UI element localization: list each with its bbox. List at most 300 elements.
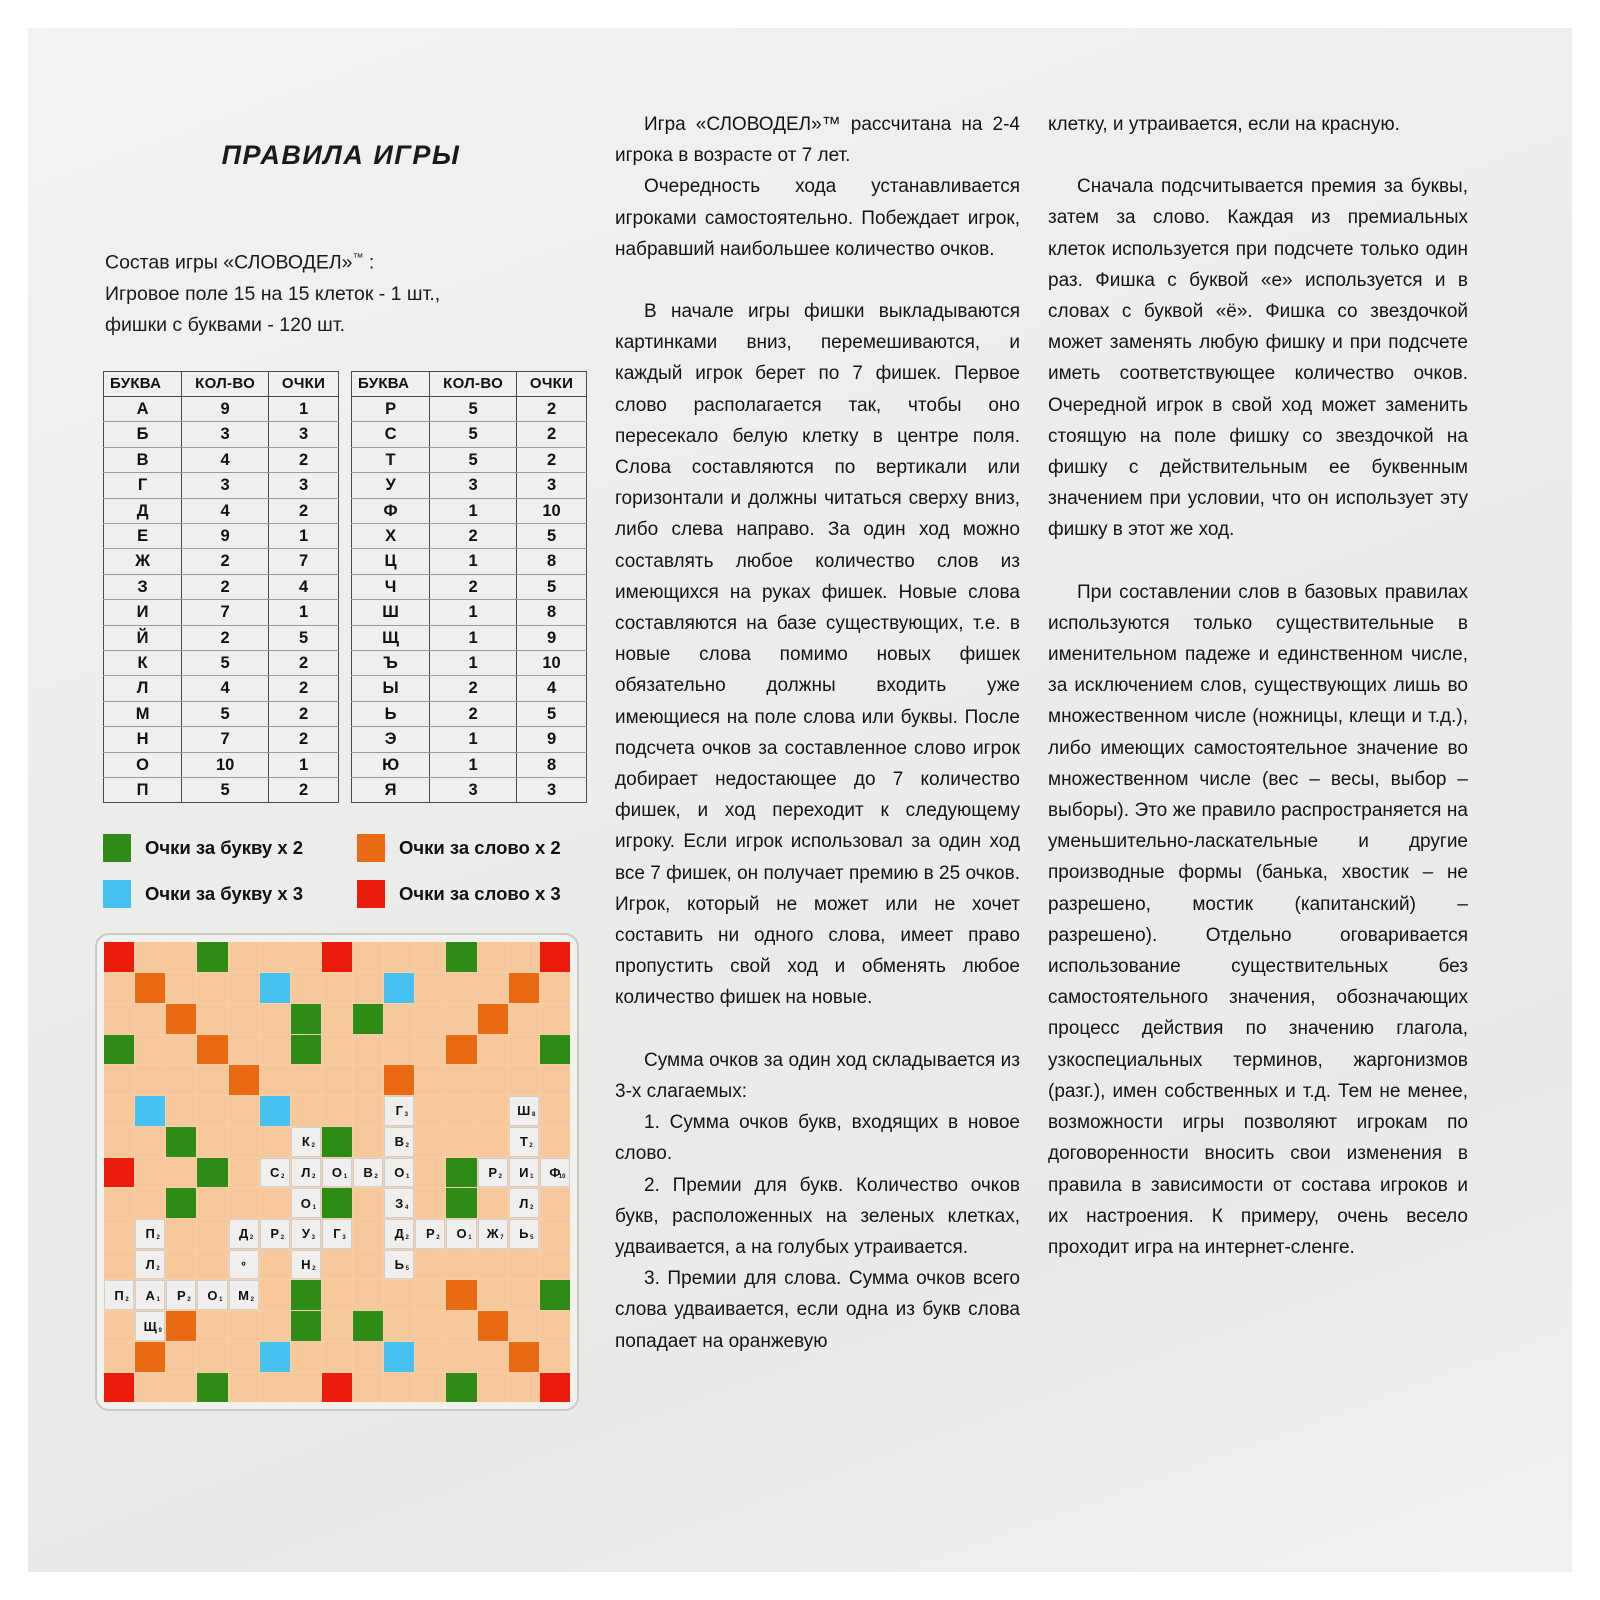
board-cell[interactable] <box>509 1311 539 1341</box>
board-cell[interactable] <box>260 973 290 1003</box>
board-cell[interactable] <box>260 1342 290 1372</box>
board-tile[interactable] <box>509 1158 539 1188</box>
board-cell[interactable] <box>229 1373 259 1403</box>
board-cell[interactable] <box>135 1096 165 1126</box>
board-cell[interactable] <box>540 1311 570 1341</box>
board-cell[interactable] <box>509 1035 539 1065</box>
board-cell[interactable] <box>415 1004 445 1034</box>
board-tile[interactable] <box>384 1250 414 1280</box>
board-cell[interactable] <box>291 942 321 972</box>
board-cell[interactable] <box>446 1280 476 1310</box>
board-cell[interactable] <box>166 1096 196 1126</box>
board-cell[interactable] <box>104 1219 134 1249</box>
board-cell[interactable] <box>540 1373 570 1403</box>
board-tile[interactable] <box>353 1158 383 1188</box>
cell-count: 3 <box>182 422 269 447</box>
board-cell[interactable] <box>384 1158 414 1188</box>
board-cell[interactable] <box>446 1096 476 1126</box>
board-cell[interactable] <box>540 1280 570 1310</box>
board-tile[interactable] <box>291 1127 321 1157</box>
board-cell[interactable] <box>540 973 570 1003</box>
board-cell[interactable] <box>384 1035 414 1065</box>
board-cell[interactable] <box>384 1311 414 1341</box>
board-cell[interactable] <box>229 1219 259 1249</box>
header-letter: БУКВА <box>352 371 430 396</box>
table-row <box>352 778 587 803</box>
board-cell[interactable] <box>104 1096 134 1126</box>
board-cell[interactable] <box>104 1373 134 1403</box>
board-cell[interactable] <box>229 1096 259 1126</box>
board-cell[interactable] <box>135 1127 165 1157</box>
board-tile[interactable] <box>384 1127 414 1157</box>
board-cell[interactable] <box>135 1158 165 1188</box>
board-cell[interactable] <box>291 1035 321 1065</box>
board-cell[interactable] <box>478 1158 508 1188</box>
board-cell[interactable] <box>478 1342 508 1372</box>
board-cell[interactable] <box>197 1250 227 1280</box>
board-cell[interactable] <box>415 1188 445 1218</box>
board-cell[interactable] <box>446 1188 476 1218</box>
board-cell[interactable] <box>353 1250 383 1280</box>
board-cell[interactable] <box>166 1127 196 1157</box>
board-cell[interactable] <box>540 1065 570 1095</box>
cell-points: 1 <box>269 523 339 548</box>
board-cell[interactable] <box>446 942 476 972</box>
board-cell[interactable] <box>322 1127 352 1157</box>
board-cell[interactable] <box>540 942 570 972</box>
cell-points: 2 <box>269 447 339 472</box>
board-cell[interactable] <box>322 1035 352 1065</box>
board-cell[interactable] <box>291 1127 321 1157</box>
board-cell[interactable] <box>135 942 165 972</box>
board-tile[interactable] <box>135 1280 165 1310</box>
board-cell[interactable] <box>197 1004 227 1034</box>
board-cell[interactable] <box>322 1250 352 1280</box>
board-cell[interactable] <box>104 1004 134 1034</box>
board-cell[interactable] <box>415 1158 445 1188</box>
board-cell[interactable] <box>229 1127 259 1157</box>
cell-points: 8 <box>517 600 587 625</box>
board-tile[interactable] <box>229 1219 259 1249</box>
board-cell[interactable] <box>478 1127 508 1157</box>
board-tile[interactable] <box>509 1127 539 1157</box>
board-tile[interactable] <box>260 1158 290 1188</box>
legend-label: Очки за букву x 3 <box>145 883 304 905</box>
board-cell[interactable] <box>104 1158 134 1188</box>
board-cell[interactable] <box>384 1280 414 1310</box>
board-cell[interactable] <box>322 1219 352 1249</box>
board-tile[interactable] <box>446 1219 476 1249</box>
board-cell[interactable] <box>135 1280 165 1310</box>
cell-points: 2 <box>269 650 339 675</box>
board-cell[interactable] <box>540 1035 570 1065</box>
tile-letter: З 4 <box>395 1195 409 1211</box>
cell-count: 3 <box>182 473 269 498</box>
board-tile[interactable] <box>291 1219 321 1249</box>
legend-label: Очки за слово x 3 <box>399 883 561 905</box>
board-cell[interactable] <box>353 1065 383 1095</box>
board-cell[interactable] <box>197 1035 227 1065</box>
board-cell[interactable] <box>197 1311 227 1341</box>
board-cell[interactable] <box>229 1004 259 1034</box>
board-tile[interactable] <box>478 1219 508 1249</box>
board-cell[interactable] <box>384 1096 414 1126</box>
board-cell[interactable] <box>166 1311 196 1341</box>
board-cell[interactable] <box>415 1280 445 1310</box>
board-cell[interactable] <box>509 1250 539 1280</box>
board-cell[interactable] <box>104 1035 134 1065</box>
board-cell[interactable] <box>509 1127 539 1157</box>
board-cell[interactable] <box>353 1096 383 1126</box>
board-cell[interactable] <box>322 1311 352 1341</box>
cell-count: 5 <box>430 422 517 447</box>
board-cell[interactable] <box>478 1188 508 1218</box>
tile-letter: Р 2 <box>270 1226 285 1242</box>
board-cell[interactable] <box>478 942 508 972</box>
legend-label: Очки за слово x 2 <box>399 837 561 859</box>
board-cell[interactable] <box>166 1280 196 1310</box>
board-tile[interactable] <box>166 1280 196 1310</box>
board-cell[interactable] <box>166 973 196 1003</box>
board-tile[interactable] <box>384 1219 414 1249</box>
board-tile[interactable] <box>322 1219 352 1249</box>
board-cell[interactable] <box>353 1188 383 1218</box>
legend-label: Очки за букву x 2 <box>145 837 304 859</box>
board-cell[interactable] <box>197 1280 227 1310</box>
board-cell[interactable] <box>384 1127 414 1157</box>
board-cell[interactable] <box>104 1127 134 1157</box>
board-cell[interactable] <box>104 973 134 1003</box>
board-tile[interactable] <box>135 1219 165 1249</box>
board-cell[interactable] <box>478 1311 508 1341</box>
board-cell[interactable] <box>509 1158 539 1188</box>
board-cell[interactable] <box>291 1004 321 1034</box>
board-cell[interactable] <box>135 1004 165 1034</box>
board-cell[interactable] <box>509 1342 539 1372</box>
board-cell[interactable] <box>384 1219 414 1249</box>
board-tile[interactable] <box>415 1219 445 1249</box>
legend-swatch-triple-letter <box>103 880 131 908</box>
board-cell[interactable] <box>260 1035 290 1065</box>
board-cell[interactable] <box>229 1158 259 1188</box>
board-cell[interactable] <box>260 1250 290 1280</box>
board-cell[interactable] <box>166 1035 196 1065</box>
board-cell[interactable] <box>384 1004 414 1034</box>
tile-letter: К 2 <box>301 1134 315 1150</box>
board-cell[interactable] <box>322 1158 352 1188</box>
board-cell[interactable] <box>353 1219 383 1249</box>
board-cell[interactable] <box>446 1342 476 1372</box>
board-cell[interactable] <box>540 1096 570 1126</box>
right-column <box>1048 95 1468 1530</box>
cell-points: 2 <box>517 396 587 421</box>
board-tile[interactable] <box>104 1280 134 1310</box>
board-cell[interactable] <box>166 1219 196 1249</box>
board-cell[interactable] <box>135 1065 165 1095</box>
board-cell[interactable] <box>135 973 165 1003</box>
board-cell[interactable] <box>478 1004 508 1034</box>
board-cell[interactable] <box>415 973 445 1003</box>
board-cell[interactable] <box>104 942 134 972</box>
board-cell[interactable] <box>415 1373 445 1403</box>
board-cell[interactable] <box>384 1250 414 1280</box>
board-cell[interactable] <box>384 1065 414 1095</box>
table-row <box>104 600 339 625</box>
board-tile[interactable] <box>384 1158 414 1188</box>
board-cell[interactable] <box>540 1158 570 1188</box>
board-cell[interactable] <box>353 1342 383 1372</box>
board-cell[interactable] <box>322 973 352 1003</box>
board-cell[interactable] <box>260 942 290 972</box>
board-cell[interactable] <box>478 1280 508 1310</box>
board-cell[interactable] <box>322 942 352 972</box>
board-cell[interactable] <box>166 1250 196 1280</box>
board-tile[interactable] <box>260 1219 290 1249</box>
board-cell[interactable] <box>446 1373 476 1403</box>
board-cell[interactable] <box>166 1004 196 1034</box>
board-cell[interactable] <box>540 1188 570 1218</box>
board-tile[interactable] <box>229 1280 259 1310</box>
board-cell[interactable] <box>446 1065 476 1095</box>
board-cell[interactable] <box>509 942 539 972</box>
board-cell[interactable] <box>260 1188 290 1218</box>
tile-points: 2 <box>187 1296 191 1303</box>
board-tile[interactable] <box>291 1188 321 1218</box>
board-cell[interactable] <box>229 1065 259 1095</box>
board-cell[interactable] <box>384 1342 414 1372</box>
tile-letter: А 1 <box>145 1287 160 1303</box>
board-cell[interactable] <box>104 1250 134 1280</box>
rules-text-column-2 <box>615 95 1020 1357</box>
board-cell[interactable] <box>291 1096 321 1126</box>
board-cell[interactable] <box>135 1035 165 1065</box>
tile-points: 1 <box>468 1235 472 1242</box>
board-cell[interactable] <box>478 1096 508 1126</box>
board-cell[interactable] <box>353 1004 383 1034</box>
board-cell[interactable] <box>197 1158 227 1188</box>
board-cell[interactable] <box>509 1373 539 1403</box>
board-cell[interactable] <box>415 1311 445 1341</box>
board-cell[interactable] <box>260 1065 290 1095</box>
paragraph-intro: Игра «СЛОВОДЕЛ»™ рассчитана на 2-4 игрока в возрасте от 7 лет. <box>615 114 1020 167</box>
board-cell[interactable] <box>260 1158 290 1188</box>
board-cell[interactable] <box>291 1250 321 1280</box>
board-cell[interactable] <box>322 1096 352 1126</box>
board-cell[interactable] <box>322 1373 352 1403</box>
cell-count: 2 <box>430 523 517 548</box>
board-cell[interactable] <box>135 1250 165 1280</box>
board-tile[interactable] <box>478 1158 508 1188</box>
board-cell[interactable] <box>135 1373 165 1403</box>
board-cell[interactable] <box>353 1373 383 1403</box>
board-tile[interactable] <box>291 1250 321 1280</box>
board-cell[interactable] <box>540 1127 570 1157</box>
cell-letter: В <box>104 447 182 472</box>
board-tile[interactable] <box>322 1158 352 1188</box>
board-cell[interactable] <box>415 1035 445 1065</box>
board-cell[interactable] <box>322 1004 352 1034</box>
board-cell[interactable] <box>415 1065 445 1095</box>
board-cell[interactable] <box>166 1373 196 1403</box>
board-cell[interactable] <box>446 1219 476 1249</box>
board-cell[interactable] <box>197 1342 227 1372</box>
board-cell[interactable] <box>197 1219 227 1249</box>
board-cell[interactable] <box>415 942 445 972</box>
tile-points: 8 <box>531 1112 536 1119</box>
board-cell[interactable] <box>291 973 321 1003</box>
board-tile[interactable] <box>509 1188 539 1218</box>
cell-points: 5 <box>517 701 587 726</box>
table-row <box>352 727 587 752</box>
board-cell[interactable] <box>291 1219 321 1249</box>
board-cell[interactable] <box>104 1280 134 1310</box>
board-cell[interactable] <box>291 1280 321 1310</box>
board-cell[interactable] <box>446 1035 476 1065</box>
board-cell[interactable] <box>322 1188 352 1218</box>
board-cell[interactable] <box>353 942 383 972</box>
board-cell[interactable] <box>166 942 196 972</box>
board-cell[interactable] <box>478 1065 508 1095</box>
board-cell[interactable] <box>384 1373 414 1403</box>
board-cell[interactable] <box>509 1004 539 1034</box>
board-tile[interactable] <box>197 1280 227 1310</box>
board-cell[interactable] <box>291 1342 321 1372</box>
board-tile[interactable] <box>135 1311 165 1341</box>
board-cell[interactable] <box>104 1311 134 1341</box>
board-cell[interactable] <box>260 1127 290 1157</box>
board-cell[interactable] <box>446 1004 476 1034</box>
board-cell[interactable] <box>353 973 383 1003</box>
board-cell[interactable] <box>135 1311 165 1341</box>
board-cell[interactable] <box>291 1373 321 1403</box>
table-row <box>104 549 339 574</box>
board-cell[interactable] <box>104 1065 134 1095</box>
board-cell[interactable] <box>478 1373 508 1403</box>
board-cell[interactable] <box>260 1373 290 1403</box>
cell-letter: С <box>352 422 430 447</box>
board-tile[interactable] <box>291 1158 321 1188</box>
board-cell[interactable] <box>446 1127 476 1157</box>
board-cell[interactable] <box>478 1035 508 1065</box>
board-cell[interactable] <box>540 1219 570 1249</box>
board-cell[interactable] <box>509 1280 539 1310</box>
board-cell[interactable] <box>353 1035 383 1065</box>
board-cell[interactable] <box>135 1219 165 1249</box>
board-cell[interactable] <box>229 1250 259 1280</box>
board-cell[interactable] <box>446 1311 476 1341</box>
board-cell[interactable] <box>197 1127 227 1157</box>
board-cell[interactable] <box>415 1096 445 1126</box>
board-cell[interactable] <box>260 1280 290 1310</box>
board-tile[interactable] <box>540 1158 570 1188</box>
board-cell[interactable] <box>509 973 539 1003</box>
tile-letter: Ь 5 <box>394 1257 409 1273</box>
board-cell[interactable] <box>229 942 259 972</box>
board-cell[interactable] <box>415 1342 445 1372</box>
board-cell[interactable] <box>509 1096 539 1126</box>
board-cell[interactable] <box>291 1158 321 1188</box>
board-cell[interactable] <box>384 973 414 1003</box>
board-cell[interactable] <box>229 1280 259 1310</box>
board-cell[interactable] <box>135 1342 165 1372</box>
board-cell[interactable] <box>260 1311 290 1341</box>
board-cell[interactable] <box>260 1004 290 1034</box>
board-cell[interactable] <box>446 973 476 1003</box>
paragraph-scoring-head: Сумма очков за один ход складывается из 3-х слагаемых: <box>615 1049 1020 1102</box>
board-cell[interactable] <box>415 1127 445 1157</box>
board-cell[interactable] <box>540 1342 570 1372</box>
board-cell[interactable] <box>291 1188 321 1218</box>
board-cell[interactable] <box>197 942 227 972</box>
board-cell[interactable] <box>197 1096 227 1126</box>
board-cell[interactable] <box>478 973 508 1003</box>
board-cell[interactable] <box>353 1127 383 1157</box>
board-cell[interactable] <box>197 1065 227 1095</box>
board-tile[interactable] <box>384 1096 414 1126</box>
board-cell[interactable] <box>384 942 414 972</box>
board-cell[interactable] <box>478 1250 508 1280</box>
composition-line-2: Игровое поле 15 на 15 клеток - 1 шт., <box>105 282 441 305</box>
cell-count: 5 <box>430 396 517 421</box>
board-cell[interactable] <box>197 1188 227 1218</box>
board-cell[interactable] <box>166 1158 196 1188</box>
board-cell[interactable] <box>197 973 227 1003</box>
board-cell[interactable] <box>197 1373 227 1403</box>
board-cell[interactable] <box>353 1158 383 1188</box>
board-cell[interactable] <box>229 973 259 1003</box>
board-cell[interactable] <box>166 1065 196 1095</box>
board-cell[interactable] <box>540 1250 570 1280</box>
board-cell[interactable] <box>135 1188 165 1218</box>
board-tile[interactable] <box>229 1250 259 1280</box>
board-tile[interactable] <box>384 1188 414 1218</box>
board-cell[interactable] <box>322 1280 352 1310</box>
board-cell[interactable] <box>415 1250 445 1280</box>
board-cell[interactable] <box>229 1342 259 1372</box>
board-cell[interactable] <box>104 1188 134 1218</box>
board-cell[interactable] <box>509 1065 539 1095</box>
board-cell[interactable] <box>322 1065 352 1095</box>
board-tile[interactable] <box>509 1096 539 1126</box>
board-tile[interactable] <box>509 1219 539 1249</box>
tile-points: 2 <box>405 1235 409 1242</box>
board-cell[interactable] <box>415 1219 445 1249</box>
board-cell[interactable] <box>260 1219 290 1249</box>
board-cell[interactable] <box>478 1219 508 1249</box>
board-cell[interactable] <box>260 1096 290 1126</box>
board-cell[interactable] <box>353 1280 383 1310</box>
board-cell[interactable] <box>229 1188 259 1218</box>
table-row <box>352 701 587 726</box>
board-cell[interactable] <box>446 1158 476 1188</box>
board-cell[interactable] <box>229 1311 259 1341</box>
board-cell[interactable] <box>446 1250 476 1280</box>
board-cell[interactable] <box>509 1219 539 1249</box>
board-cell[interactable] <box>540 1004 570 1034</box>
board-cell[interactable] <box>166 1342 196 1372</box>
board-cell[interactable] <box>322 1342 352 1372</box>
board-cell[interactable] <box>166 1188 196 1218</box>
board-cell[interactable] <box>291 1311 321 1341</box>
board-cell[interactable] <box>509 1188 539 1218</box>
board-cell[interactable] <box>384 1188 414 1218</box>
header-count: КОЛ-ВО <box>182 371 269 396</box>
board-tile[interactable] <box>135 1250 165 1280</box>
board-cell[interactable] <box>229 1035 259 1065</box>
board-cell[interactable] <box>291 1065 321 1095</box>
board-cell[interactable] <box>353 1311 383 1341</box>
board-cell[interactable] <box>104 1342 134 1372</box>
